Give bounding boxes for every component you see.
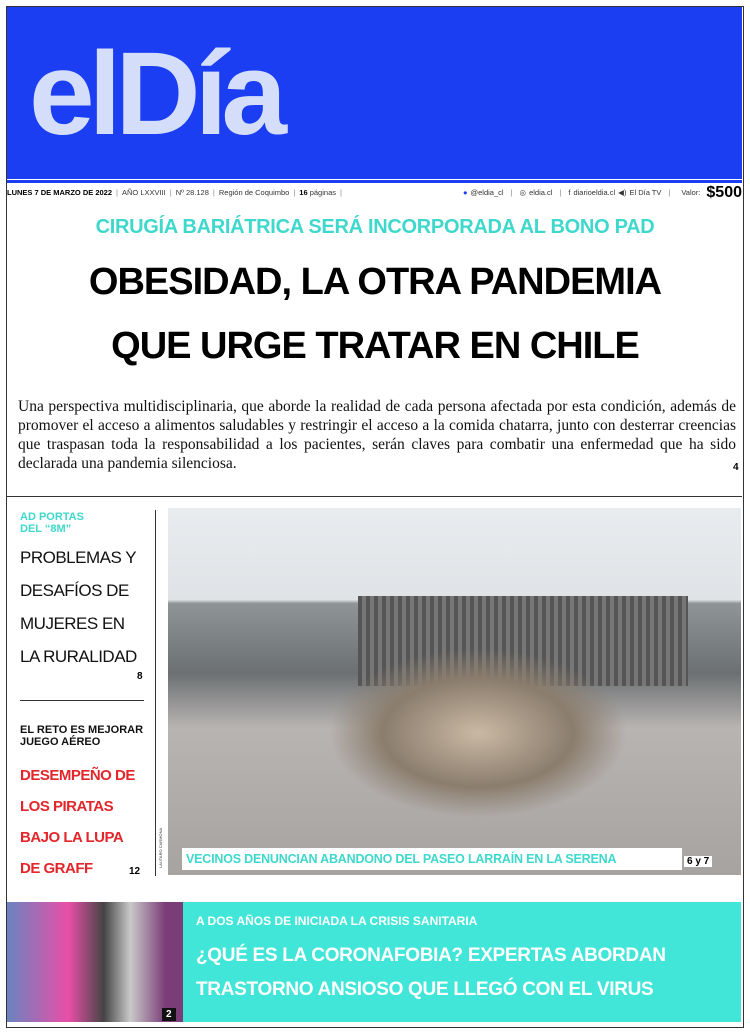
speaker-icon: ◀)	[618, 188, 627, 197]
main-lead: Una perspectiva multidisciplinaria, que aborde la realidad de cada persona afectada por esta condición, además de promover el acceso a alimentos saludables y restringir el acceso a la comida chatarra, junto con desterrar creencias que traspasan toda la responsabilidad a los pacientes, serán claves para combatir una enfermedad que ha sido declarada una pandemia silenciosa.	[18, 398, 736, 472]
photo-caption[interactable]: VECINOS DENUNCIAN ABANDONO DEL PASEO LARRAÍN EN LA SERENA	[182, 848, 682, 870]
twitter-handle[interactable]: @eldia_cl	[470, 188, 504, 197]
bottom-kicker: A DOS AÑOS DE INICIADA LA CRISIS SANITARIA	[196, 914, 478, 928]
pages-label: páginas	[309, 188, 336, 197]
side1-page-ref: 8	[137, 671, 143, 682]
photo-page-ref: 6 y 7	[684, 856, 712, 867]
bottom-headline-2: TRASTORNO ANSIOSO QUE LLEGÓ CON EL VIRUS	[196, 979, 654, 1000]
bottom-headline-1: ¿QUÉ ES LA CORONAFOBIA? EXPERTAS ABORDAN	[196, 945, 666, 966]
photo-credit: LAUTARO CARMONA	[158, 827, 163, 868]
masthead	[7, 7, 742, 179]
logo: elDía	[29, 28, 282, 160]
debris	[328, 648, 628, 818]
info-bar: LUNES 7 DE MARZO DE 2022 | AÑO LXXVIII | Nº 28.128 | Región de Coquimbo | 16 páginas | ● @eldia_cl | ◎ eldia.cl | f diarioeldia.cl ◀) El Día TV | Valor: $500	[7, 180, 742, 202]
divider	[7, 496, 742, 497]
region: Región de Coquimbo	[218, 188, 290, 197]
photo-paseo-larrain	[168, 508, 741, 875]
photo-crowd-masks	[7, 902, 183, 1022]
price: $500	[706, 183, 742, 201]
instagram-icon: ◎	[519, 188, 527, 197]
main-page-ref: 4	[733, 462, 739, 473]
facebook-handle[interactable]: diarioeldia.cl	[573, 188, 616, 197]
issue-number: Nº 28.128	[175, 188, 209, 197]
facebook-icon: f	[568, 188, 571, 197]
side1-kicker: AD PORTAS DEL “8M”	[20, 511, 84, 535]
bottom-page-ref: 2	[162, 1008, 176, 1021]
price-label: Valor:	[681, 188, 701, 197]
year: AÑO LXXVIII	[121, 188, 166, 197]
side2-page-ref: 12	[129, 866, 141, 877]
side2-kicker: EL RETO ES MEJORAR JUEGO AÉREO	[20, 724, 144, 748]
column-divider	[155, 510, 156, 876]
date: LUNES 7 DE MARZO DE 2022	[7, 188, 113, 197]
main-headline-2[interactable]: QUE URGE TRATAR EN CHILE	[111, 325, 639, 367]
tv-channel[interactable]: El Día TV	[629, 188, 662, 197]
main-kicker: CIRUGÍA BARIÁTRICA SERÁ INCORPORADA AL BONO PAD	[95, 216, 655, 238]
side-divider	[20, 700, 144, 701]
bottom-story[interactable]	[183, 902, 741, 1022]
main-headline-1[interactable]: OBESIDAD, LA OTRA PANDEMIA	[88, 261, 662, 303]
instagram-handle[interactable]: eldia.cl	[529, 188, 553, 197]
twitter-icon: ●	[462, 188, 468, 197]
pages-count: 16	[299, 188, 308, 197]
